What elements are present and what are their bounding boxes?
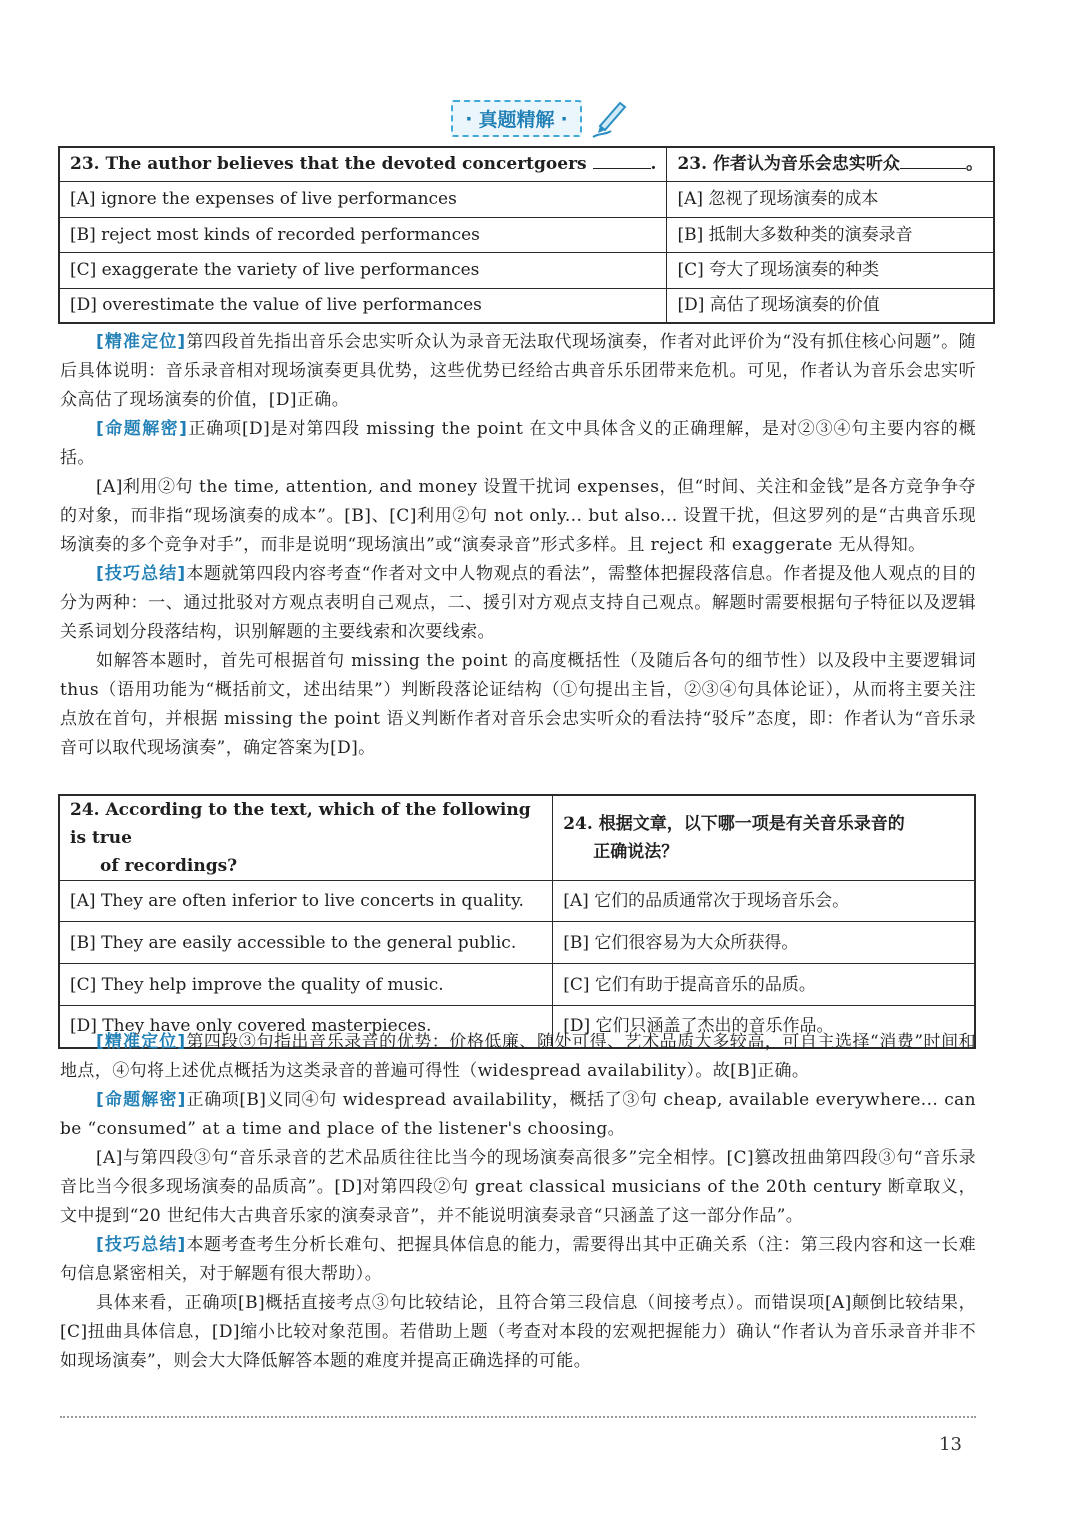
table-row xyxy=(59,288,994,323)
table-row xyxy=(59,181,994,217)
banner-dot-right: · xyxy=(560,107,568,130)
option-a-en: [A] They are often inferior to live concerts in quality. xyxy=(59,881,553,922)
banner-title: 真题精解 xyxy=(478,109,555,131)
table-row xyxy=(59,795,975,881)
banner-dot-left: · xyxy=(465,107,473,130)
option-d-zh: [D] 它们只涵盖了杰出的音乐作品。 xyxy=(553,1006,975,1048)
question-23-stem-zh: 23. 作者认为音乐会忠实听众 。 xyxy=(667,147,994,181)
table-row xyxy=(59,922,975,964)
section-banner xyxy=(451,100,581,137)
analysis-23-skill: [技巧总结]本题就第四段内容考查“作者对文中人物观点的看法”，需整体把握段落信息。作者提及他人观点的目的分为两种：一、通过批驳对方观点表明自己观点，二、援引对方观点支持自己观点。解题时需要根据句子特征以及逻辑关系词划分段落结构，识别解题的主要线索和次要线索。 xyxy=(60,564,977,642)
table-row xyxy=(59,881,975,922)
question-24-stem-zh: 24. 根据文章，以下哪一项是有关音乐录音的 正确说法？ xyxy=(553,795,975,881)
option-b-zh: [B] 它们很容易为大众所获得。 xyxy=(553,922,975,964)
footer-divider xyxy=(60,1416,976,1418)
option-d-en: [D] overestimate the value of live performances xyxy=(59,288,667,323)
table-row xyxy=(59,252,994,288)
question-23-table xyxy=(58,146,995,324)
option-b-en: [B] They are easily accessible to the general public. xyxy=(59,922,553,964)
option-c-zh: [C] 夸大了现场演奏的种类 xyxy=(667,252,994,288)
analysis-23 xyxy=(60,328,976,763)
analysis-23-distractors: [A]利用②句 the time, attention, and money 设置干扰词 expenses，但“时间、关注和金钱”是各方竞争争夺的对象，而非指“现场演奏的成本”。[B]、[C]利用②句 not only... but also... 设置干扰，但这罗列的是“古典音乐现场演奏的多个竞争对手”，而非是说明“现场演出”或“演奏录音”形式多样。且 reject 和 exaggerate 无从得知。 xyxy=(60,477,976,555)
table-row xyxy=(59,217,994,252)
analysis-24-decode: [命题解密]正确项[B]义同④句 widespread availability，概括了③句 cheap, available everywhere... can be “consumed” at a time and place of the listener's choosing。 xyxy=(60,1090,977,1139)
analysis-23-example: 如解答本题时，首先可根据首句 missing the point 的高度概括性（及随后各句的细节性）以及段中主要逻辑词 thus（语用功能为“概括前文，述出结果”）判断段落论证结构（①句提出主旨，②③④句具体论证），从而将主要关注点放在首句，并根据 missing the point 语义判断作者对音乐会忠实听众的看法持“驳斥”态度，即：作者认为“音乐录音可以取代现场演奏”，确定答案为[D]。 xyxy=(60,651,976,758)
option-a-en: [A] ignore the expenses of live performances xyxy=(59,181,667,217)
option-d-en: [D] They have only covered masterpieces. xyxy=(59,1006,553,1048)
analysis-23-decode: [命题解密]正确项[D]是对第四段 missing the point 在文中具体含义的正确理解，是对②③④句主要内容的概括。 xyxy=(60,419,976,468)
option-c-en: [C] exaggerate the variety of live performances xyxy=(59,252,667,288)
table-row xyxy=(59,147,994,181)
option-c-zh: [C] 它们有助于提高音乐的品质。 xyxy=(553,964,975,1006)
option-b-zh: [B] 抵制大多数种类的演奏录音 xyxy=(667,217,994,252)
analysis-24-locate: [精准定位]第四段③句指出音乐录音的优势：价格低廉、随处可得、艺术品质大多较高，可自主选择“消费”时间和地点，④句将上述优点概括为这类录音的普遍可得性（widespread availability）。故[B]正确。 xyxy=(60,1032,977,1081)
option-c-en: [C] They help improve the quality of music. xyxy=(59,964,553,1006)
pen-icon xyxy=(589,100,629,140)
analysis-24-distractors: [A]与第四段③句“音乐录音的艺术品质往往比当今的现场演奏高很多”完全相悖。[C]篡改扭曲第四段③句“音乐录音比当今很多现场演奏的品质高”。[D]对第四段②句 great classical musicians of the 20th century 断章取义，文中提到“20 世纪伟大古典音乐家的演奏录音”，并不能说明演奏录音“只涵盖了这一部分作品”。 xyxy=(60,1148,976,1226)
question-23-stem-en: 23. The author believes that the devoted concertgoers . xyxy=(59,147,667,181)
analysis-24-example: 具体来看，正确项[B]概括直接考点③句比较结论，且符合第三段信息（间接考点）。而错误项[A]颠倒比较结果，[C]扭曲具体信息，[D]缩小比较对象范围。若借助上题（考查对本段的宏观把握能力）确认“作者认为音乐录音并非不如现场演奏”，则会大大降低解答本题的难度并提高正确选择的可能。 xyxy=(60,1293,976,1371)
option-a-zh: [A] 忽视了现场演奏的成本 xyxy=(667,181,994,217)
table-row xyxy=(59,964,975,1006)
option-a-zh: [A] 它们的品质通常次于现场音乐会。 xyxy=(553,881,975,922)
page-number: 13 xyxy=(939,1434,962,1455)
question-24-table xyxy=(58,794,976,1049)
question-24-stem-en: 24. According to the text, which of the following is true of recordings? xyxy=(59,795,553,881)
option-b-en: [B] reject most kinds of recorded performances xyxy=(59,217,667,252)
option-d-zh: [D] 高估了现场演奏的价值 xyxy=(667,288,994,323)
analysis-24 xyxy=(60,1028,976,1376)
analysis-24-skill: [技巧总结]本题考查考生分析长难句、把握具体信息的能力，需要得出其中正确关系（注：第三段内容和这一长难句信息紧密相关，对于解题有很大帮助）。 xyxy=(60,1235,977,1284)
analysis-23-locate: [精准定位]第四段首先指出音乐会忠实听众认为录音无法取代现场演奏，作者对此评价为“没有抓住核心问题”。随后具体说明：音乐录音相对现场演奏更具优势，这些优势已经给古典音乐乐团带来危机。可见，作者认为音乐会忠实听众高估了现场演奏的价值，[D]正确。 xyxy=(60,332,977,410)
section-header xyxy=(0,100,1080,140)
